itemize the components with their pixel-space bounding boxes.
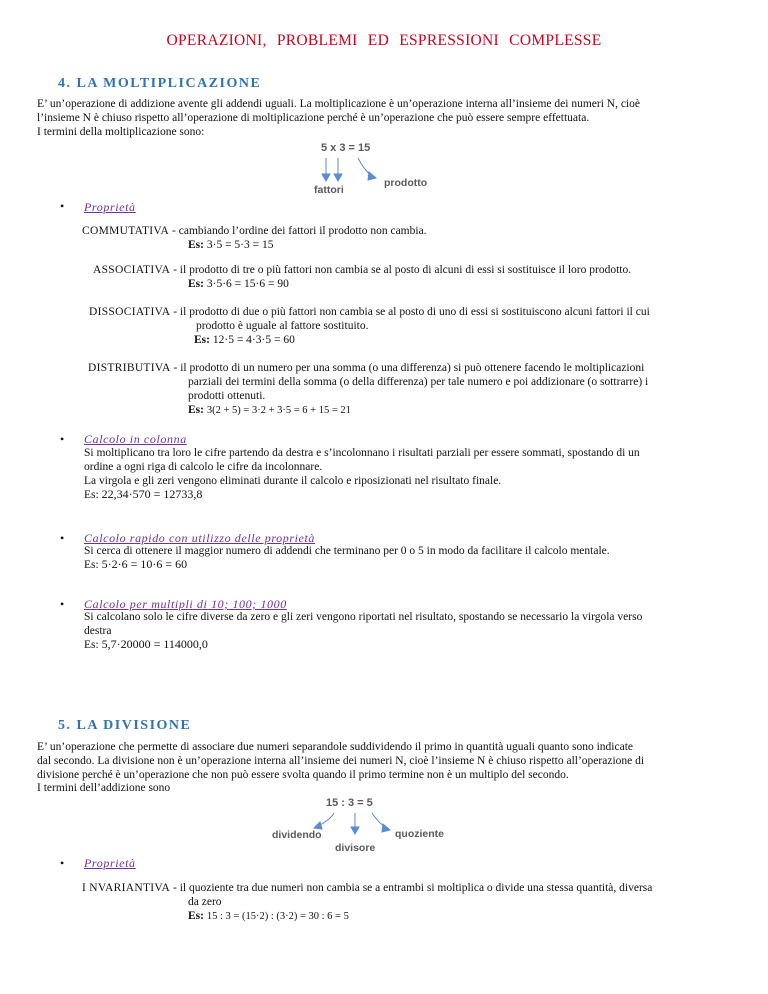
example-label: Es: <box>188 404 204 416</box>
intro-line: I termini della moltiplicazione sono: <box>37 125 205 138</box>
example-formula: 3·5·6 = 15·6 = 90 <box>206 278 289 290</box>
property-desc-line: prodotti ottenuti. <box>188 390 266 402</box>
multiplication-formula: 5 x 3 = 15 <box>321 142 371 154</box>
text-line: ordine a ogni riga di calcolo le cifre da incolonnare. <box>84 460 323 473</box>
text-line: Si calcolano solo le cifre diverse da zero e gli zeri vengono riportati nel risultato, spostando se necessario la virgola verso <box>84 611 643 623</box>
properties-title: Proprietà <box>84 200 136 214</box>
property-invariantiva <box>82 882 652 896</box>
property-desc: - il prodotto di tre o più fattori non cambia se al posto di alcuni di essi si sostituisce il loro prodotto. <box>173 264 632 276</box>
property-name: COMMUTATIVA <box>82 225 170 237</box>
label-quotient: quoziente <box>395 828 444 840</box>
bullet-icon: • <box>60 432 65 446</box>
label-factors: fattori <box>314 184 344 196</box>
example-formula: 5,7·20000 = 114000,0 <box>101 637 208 651</box>
text-line: Si moltiplicano tra loro le cifre partendo da destra e s’incolonnano i risultati parziali per essere sommati, spostando di un <box>84 447 640 459</box>
example-formula: 22,34·570 = 12733,8 <box>101 487 203 501</box>
property-name: ASSOCIATIVA <box>93 264 171 276</box>
intro-line: divisione perché è un’operazione che non può essere svolta quando il primo termine non è un multiplo del secondo. <box>37 768 569 781</box>
example-label: Es: <box>84 559 99 571</box>
example-formula: 3·5 = 5·3 = 15 <box>206 239 274 251</box>
property-desc-line: parziali dei termini della somma (o della differenza) per tale numero e poi addizionare (o sottrarre) i <box>188 376 649 388</box>
section-rapido-title: Calcolo rapido con utilizzo delle proprietà <box>84 531 316 545</box>
section-multipli-title: Calcolo per multipli di 10; 100; 1000 <box>84 597 287 611</box>
property-desc: - il quoziente tra due numeri non cambia se a entrambi si moltiplica o divide una stessa quantità, diversa <box>173 882 653 894</box>
bullet-icon: • <box>60 597 65 611</box>
label-product: prodotto <box>384 177 428 189</box>
section-4-heading: 4. LA MOLTIPLICAZIONE <box>58 76 262 91</box>
text-line: La virgola e gli zeri vengono eliminati durante il calcolo e riposizionati nel risultato finale. <box>84 474 502 487</box>
property-name: I NVARIANTIVA <box>82 882 171 894</box>
property-desc: - cambiando l’ordine dei fattori il prodotto non cambia. <box>172 225 427 237</box>
intro-line: dal secondo. La divisione non è un’operazione interna all’insieme dei numeri N, cioè l’insieme N è chiuso rispetto all’operazione di <box>37 754 645 767</box>
property-desc: - il prodotto di due o più fattori non cambia se al posto di uno di essi si sostituiscono alcuni fattori il cui <box>173 306 650 318</box>
example-label: Es: <box>188 910 204 922</box>
section-5-heading: 5. LA DIVISIONE <box>58 718 192 733</box>
intro-line: I termini dell’addizione sono <box>37 782 171 795</box>
bullet-icon: • <box>60 199 65 213</box>
intro-line: l’insieme N è chiuso rispetto all’operazione di moltiplicazione perché è un’operazione che può essere sempre effettuata. <box>37 111 590 124</box>
example-label: Es: <box>194 334 210 346</box>
example-formula: 15 : 3 = (15·2) : (3·2) = 30 : 6 = 5 <box>206 911 349 922</box>
division-formula: 15 : 3 = 5 <box>326 797 373 809</box>
intro-line: E’ un’operazione che permette di associare due numeri separandole suddividendo il primo in quantità uguali quanto sono indicate <box>37 741 634 753</box>
example-label: Es: <box>84 489 99 501</box>
example-invariantiva <box>188 910 349 924</box>
page-title: OPERAZIONI, PROBLEMI ED ESPRESSIONI COMPLESSE <box>166 32 602 49</box>
property-desc-line: prodotto è uguale al fattore sostituito. <box>196 320 369 332</box>
example-label: Es: <box>84 639 99 651</box>
text-line: Si cerca di ottenere il maggior numero di addendi che terminano per 0 o 5 in modo da facilitare il calcolo mentale. <box>84 545 610 557</box>
intro-line: E’ un’operazione di addizione avente gli addendi uguali. La moltiplicazione è un’operazione interna all’insieme dei numeri N, cioè <box>37 98 640 110</box>
example-formula: 12·5 = 4·3·5 = 60 <box>212 334 295 346</box>
bullet-icon: • <box>60 856 65 870</box>
property-desc-line: da zero <box>188 896 222 908</box>
example-formula: 5·2·6 = 10·6 = 60 <box>101 557 188 571</box>
property-name: DISTRIBUTIVA <box>88 362 171 374</box>
property-desc: - il prodotto di un numero per una somma (o una differenza) si può ottenere facendo le moltiplicazioni <box>173 362 645 374</box>
label-divisor: divisore <box>335 842 376 854</box>
property-name: DISSOCIATIVA <box>89 306 171 318</box>
bullet-icon: • <box>60 531 65 545</box>
label-dividend: dividendo <box>272 829 322 841</box>
section-colonna-title: Calcolo in colonna <box>84 432 187 446</box>
text-line: destra <box>84 624 112 637</box>
example-label: Es: <box>188 239 204 251</box>
example-formula: 3(2 + 5) = 3·2 + 3·5 = 6 + 15 = 21 <box>206 405 351 416</box>
example-label: Es: <box>188 278 204 290</box>
properties-title: Proprietà <box>84 856 136 870</box>
